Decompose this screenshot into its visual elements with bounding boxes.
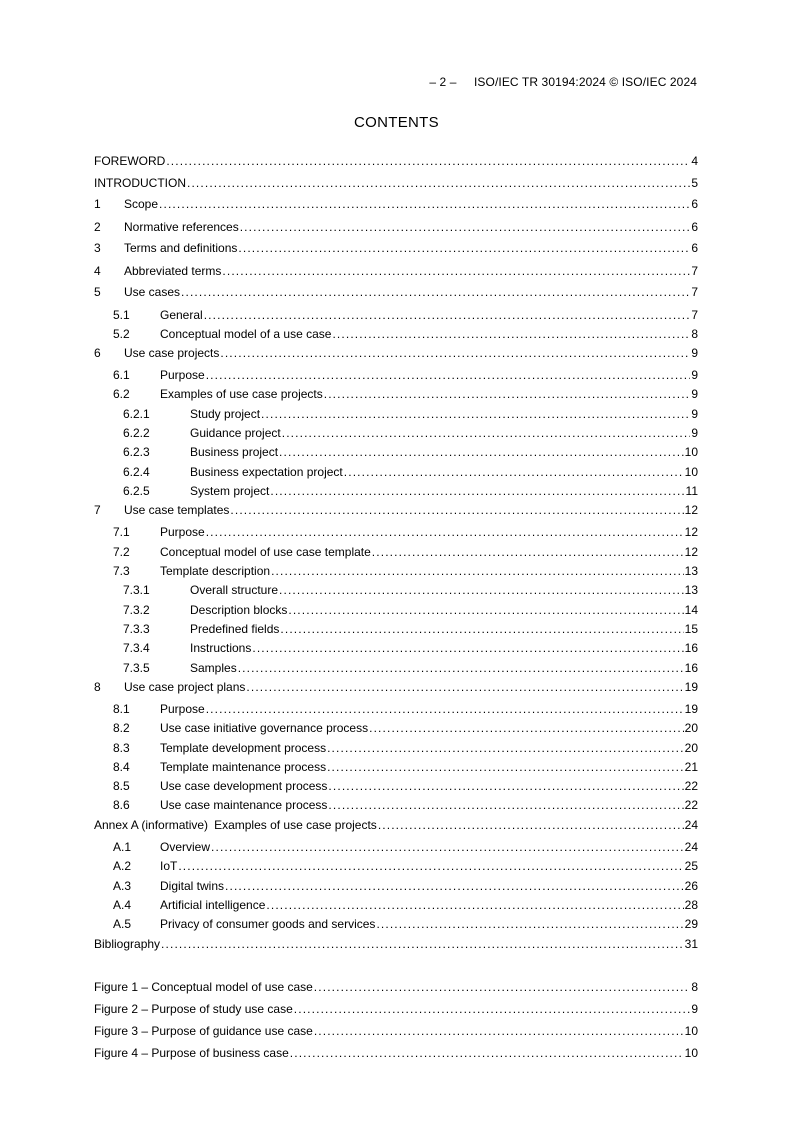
figure-entry-leader-dots (314, 979, 691, 995)
toc-entry[interactable] (94, 916, 698, 932)
toc-entry[interactable] (94, 858, 698, 874)
toc-entry-page: 31 (684, 937, 698, 951)
figure-entry-leader-dots (290, 1045, 684, 1061)
toc-entry-leader-dots (378, 817, 684, 833)
toc-entry-leader-dots (181, 284, 690, 300)
toc-entry-title: Normative references (124, 220, 239, 234)
toc-entry-title: Business expectation project (190, 465, 343, 479)
toc-entry-number: A.1 (113, 840, 132, 854)
toc-entry-leader-dots (328, 797, 683, 813)
toc-entry-title: Template description (160, 564, 271, 578)
toc-entry[interactable] (94, 679, 698, 695)
toc-entry[interactable] (94, 464, 698, 480)
toc-entry-title: Description blocks (190, 603, 288, 617)
toc-entry-leader-dots (220, 345, 690, 361)
toc-entry-number: 7.3.4 (123, 641, 150, 655)
document-id: ISO/IEC TR 30194:2024 © ISO/IEC 2024 (473, 75, 697, 89)
toc-entry[interactable] (94, 897, 698, 913)
toc-entry-number: 6.2 (113, 387, 130, 401)
toc-entry-page: 9 (691, 426, 698, 440)
toc-entry-title: Examples of use case projects (214, 818, 377, 832)
toc-entry-leader-dots (238, 660, 684, 676)
toc-entry-title: Template maintenance process (160, 760, 327, 774)
toc-entry-page: 7 (691, 264, 698, 278)
toc-entry[interactable] (94, 720, 698, 736)
toc-entry-page: 29 (684, 917, 698, 931)
toc-entry-leader-dots (324, 386, 691, 402)
toc-entry[interactable] (94, 602, 698, 618)
toc-entry[interactable] (94, 621, 698, 637)
toc-entry[interactable] (94, 345, 698, 361)
toc-entry-number: 6.2.1 (123, 407, 150, 421)
toc-entry-number: 2 (94, 220, 101, 234)
toc-entry-title: Abbreviated terms (124, 264, 222, 278)
toc-entry-leader-dots (161, 936, 684, 952)
toc-entry-number: 6.2.5 (123, 484, 150, 498)
toc-entry-number: 3 (94, 241, 101, 255)
figure-entry-leader-dots (314, 1023, 684, 1039)
toc-entry-number: 7.3.2 (123, 603, 150, 617)
toc-entry-leader-dots (271, 563, 684, 579)
toc-entry[interactable] (94, 797, 698, 813)
toc-entry-title: Bibliography (94, 937, 161, 951)
toc-entry[interactable] (94, 483, 698, 499)
toc-entry[interactable] (94, 582, 698, 598)
toc-entry-number: 8 (94, 680, 101, 694)
toc-entry-title: Overall structure (190, 583, 279, 597)
toc-entry-leader-dots (246, 679, 683, 695)
toc-entry-page: 7 (691, 285, 698, 299)
toc-entry-leader-dots (187, 175, 690, 191)
page-header (429, 75, 697, 89)
figure-entry-page: 10 (684, 1046, 698, 1060)
toc-entry-title: Business project (190, 445, 279, 459)
toc-entry-title: System project (190, 484, 270, 498)
toc-entry[interactable] (94, 263, 698, 279)
toc-entry-number: Annex A (informative) (94, 818, 209, 832)
toc-entry[interactable] (94, 367, 698, 383)
toc-entry-leader-dots (238, 240, 690, 256)
toc-entry-page: 15 (684, 622, 698, 636)
toc-entry-title: Use case development process (160, 779, 328, 793)
toc-entry[interactable] (94, 544, 698, 560)
toc-entry-leader-dots (222, 263, 690, 279)
toc-entry-number: 7.2 (113, 545, 130, 559)
toc-entry-title: Purpose (160, 368, 205, 382)
toc-entry[interactable] (94, 524, 698, 540)
toc-entry-number: 8.5 (113, 779, 130, 793)
toc-entry-number: A.2 (113, 859, 132, 873)
toc-entry-leader-dots (327, 759, 684, 775)
toc-entry-number: 6 (94, 346, 101, 360)
toc-entry[interactable] (94, 196, 698, 212)
page-number: – 2 – (429, 75, 457, 89)
toc-entry-leader-dots (178, 858, 683, 874)
toc-entry-page: 9 (691, 407, 698, 421)
figure-entry[interactable] (94, 979, 698, 995)
toc-entry-page: 12 (684, 503, 698, 517)
toc-entry-number: 7.3 (113, 564, 130, 578)
toc-entry-page: 6 (691, 197, 698, 211)
toc-entry-title: Use case projects (124, 346, 220, 360)
toc-entry-page: 13 (684, 564, 698, 578)
toc-entry-title: Purpose (160, 702, 205, 716)
figure-entry[interactable] (94, 1023, 698, 1039)
toc-entry-number: 1 (94, 197, 101, 211)
toc-entry-number: 6.2.3 (123, 445, 150, 459)
toc-entry-page: 20 (684, 741, 698, 755)
toc-entry-title: INTRODUCTION (94, 176, 186, 190)
figure-entry[interactable] (94, 1045, 698, 1061)
toc-entry-leader-dots (282, 425, 691, 441)
toc-entry-number: A.3 (113, 879, 132, 893)
toc-entry-page: 4 (691, 154, 698, 168)
toc-entry-leader-dots (225, 878, 684, 894)
toc-entry-page: 6 (691, 220, 698, 234)
toc-entry-leader-dots (230, 502, 683, 518)
toc-entry-title: General (160, 308, 203, 322)
toc-entry[interactable] (94, 219, 698, 235)
toc-entry[interactable] (94, 936, 698, 952)
toc-entry-number: 7 (94, 503, 101, 517)
toc-entry-page: 24 (684, 840, 698, 854)
toc-entry-leader-dots (279, 582, 684, 598)
toc-entry-title: Template development process (160, 741, 327, 755)
toc-entry-page: 13 (684, 583, 698, 597)
toc-entry-page: 6 (691, 241, 698, 255)
toc-entry-number: 5 (94, 285, 101, 299)
toc-entry-number: 4 (94, 264, 101, 278)
toc-entry-page: 5 (691, 176, 698, 190)
toc-entry-number: A.4 (113, 898, 132, 912)
figure-entry-page: 8 (691, 980, 698, 994)
toc-entry-leader-dots (252, 640, 683, 656)
toc-entry-title: Use cases (124, 285, 181, 299)
figure-entry-page: 10 (684, 1024, 698, 1038)
toc-entry-page: 9 (691, 346, 698, 360)
toc-entry[interactable] (94, 701, 698, 717)
toc-entry-leader-dots (240, 219, 691, 235)
figure-entry-title: Figure 3 – Purpose of guidance use case (94, 1024, 313, 1038)
toc-entry-number: 5.1 (113, 308, 130, 322)
toc-entry[interactable] (94, 660, 698, 676)
toc-entry-leader-dots (266, 897, 683, 913)
toc-entry-leader-dots (279, 444, 684, 460)
figure-entry-title: Figure 4 – Purpose of business case (94, 1046, 289, 1060)
toc-entry[interactable] (94, 425, 698, 441)
toc-entry-number: 8.1 (113, 702, 130, 716)
toc-entry-title: Conceptual model of use case template (160, 545, 371, 559)
toc-entry-leader-dots (280, 621, 683, 637)
toc-entry[interactable] (94, 740, 698, 756)
toc-entry-number: 8.6 (113, 798, 130, 812)
toc-entry[interactable] (94, 817, 698, 833)
toc-entry-title: Overview (160, 840, 211, 854)
toc-entry-leader-dots (159, 196, 690, 212)
toc-entry[interactable] (94, 839, 698, 855)
toc-entry[interactable] (94, 386, 698, 402)
toc-entry-page: 9 (691, 387, 698, 401)
toc-entry-page: 26 (684, 879, 698, 893)
toc-entry[interactable] (94, 284, 698, 300)
toc-entry-number: 7.3.1 (123, 583, 150, 597)
toc-entry[interactable] (94, 307, 698, 323)
figure-entry-page: 9 (691, 1002, 698, 1016)
toc-entry-page: 14 (684, 603, 698, 617)
toc-entry-page: 28 (684, 898, 698, 912)
toc-entry-number: 5.2 (113, 327, 130, 341)
toc-entry-title: Study project (190, 407, 261, 421)
toc-entry-title: Scope (124, 197, 159, 211)
toc-entry-leader-dots (288, 602, 683, 618)
toc-entry-number: 8.2 (113, 721, 130, 735)
toc-entry-title: Conceptual model of a use case (160, 327, 332, 341)
toc-entry-title: Use case templates (124, 503, 230, 517)
toc-entry-number: 7.3.3 (123, 622, 150, 636)
toc-entry-page: 19 (684, 702, 698, 716)
figure-entry-title: Figure 1 – Conceptual model of use case (94, 980, 313, 994)
toc-entry-title: Use case maintenance process (160, 798, 328, 812)
toc-entry-number: 7.3.5 (123, 661, 150, 675)
toc-entry-page: 25 (684, 859, 698, 873)
toc-entry-number: 6.1 (113, 368, 130, 382)
toc-entry-leader-dots (206, 524, 684, 540)
toc-entry-number: 8.4 (113, 760, 130, 774)
toc-entry-page: 16 (684, 641, 698, 655)
toc-entry-page: 11 (685, 484, 698, 498)
toc-entry-leader-dots (376, 916, 683, 932)
toc-entry[interactable] (94, 444, 698, 460)
toc-entry-number: 6.2.2 (123, 426, 150, 440)
toc-entry[interactable] (94, 406, 698, 422)
toc-entry-leader-dots (206, 367, 691, 383)
toc-entry-leader-dots (261, 406, 690, 422)
toc-entry-title: Purpose (160, 525, 205, 539)
toc-entry-number: 7.1 (113, 525, 130, 539)
toc-entry-title: IoT (160, 859, 178, 873)
toc-entry[interactable] (94, 326, 698, 342)
toc-entry[interactable] (94, 502, 698, 518)
toc-entry-page: 10 (684, 445, 698, 459)
figure-entry-title: Figure 2 – Purpose of study use case (94, 1002, 293, 1016)
toc-entry-page: 16 (684, 661, 698, 675)
toc-entry-title: FOREWORD (94, 154, 166, 168)
toc-entry-page: 8 (691, 327, 698, 341)
toc-entry-title: Instructions (190, 641, 252, 655)
toc-entry-leader-dots (327, 740, 684, 756)
toc-entry-leader-dots (328, 778, 683, 794)
toc-entry-title: Use case initiative governance process (160, 721, 369, 735)
toc-entry-page: 22 (684, 798, 698, 812)
toc-entry-title: Use case project plans (124, 680, 246, 694)
toc-entry-title: Artificial intelligence (160, 898, 266, 912)
toc-entry-title: Guidance project (190, 426, 281, 440)
figure-entry-leader-dots (294, 1001, 691, 1017)
toc-entry[interactable] (94, 878, 698, 894)
toc-entry[interactable] (94, 640, 698, 656)
toc-entry-number: 8.3 (113, 741, 130, 755)
toc-entry[interactable] (94, 240, 698, 256)
figure-entry[interactable] (94, 1001, 698, 1017)
toc-entry-leader-dots (166, 153, 690, 169)
toc-entry-title: Samples (190, 661, 237, 675)
toc-entry-page: 20 (684, 721, 698, 735)
toc-entry[interactable] (94, 563, 698, 579)
toc-entry-title: Predefined fields (190, 622, 280, 636)
toc-entry-leader-dots (206, 701, 684, 717)
toc-entry[interactable] (94, 153, 698, 169)
toc-entry-page: 7 (691, 308, 698, 322)
toc-entry-title: Privacy of consumer goods and services (160, 917, 376, 931)
toc-entry-leader-dots (332, 326, 690, 342)
toc-entry-leader-dots (211, 839, 684, 855)
toc-entry-leader-dots (372, 544, 684, 560)
toc-entry-number: 6.2.4 (123, 465, 150, 479)
toc-entry-page: 9 (691, 368, 698, 382)
toc-entry-title: Examples of use case projects (160, 387, 323, 401)
toc-entry[interactable] (94, 759, 698, 775)
toc-entry-leader-dots (344, 464, 684, 480)
toc-entry-title: Digital twins (160, 879, 225, 893)
toc-entry-leader-dots (204, 307, 691, 323)
toc-entry-page: 19 (684, 680, 698, 694)
toc-entry-leader-dots (270, 483, 684, 499)
toc-entry-page: 21 (684, 760, 698, 774)
toc-entry-page: 22 (684, 779, 698, 793)
toc-entry-number: A.5 (113, 917, 132, 931)
contents-title: CONTENTS (354, 114, 439, 131)
toc-entry-leader-dots (369, 720, 684, 736)
toc-entry-page: 12 (684, 525, 698, 539)
toc-entry-page: 12 (684, 545, 698, 559)
toc-entry[interactable] (94, 778, 698, 794)
toc-entry-page: 10 (684, 465, 698, 479)
toc-entry[interactable] (94, 175, 698, 191)
toc-entry-title: Terms and definitions (124, 241, 238, 255)
toc-entry-page: 24 (684, 818, 698, 832)
